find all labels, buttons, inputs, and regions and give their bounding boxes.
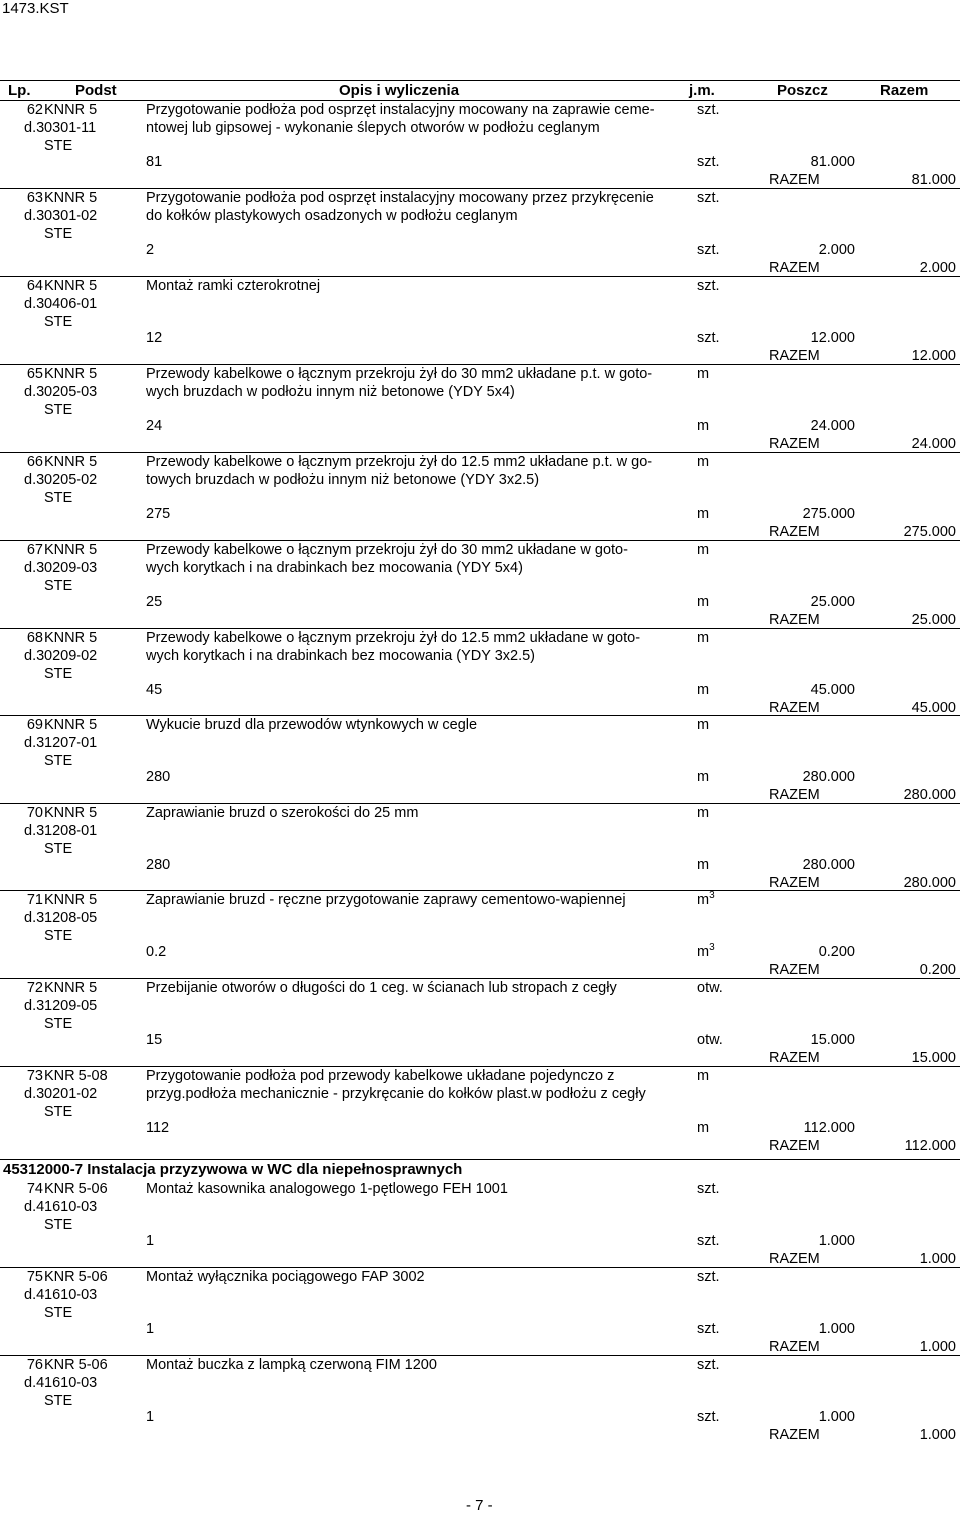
table-row	[0, 1179, 960, 1267]
entry-unit	[697, 1067, 709, 1085]
entry-catalog: KNNR 5	[44, 542, 98, 558]
entry-poszcz-value: 275.000	[802, 506, 855, 522]
table-row	[0, 803, 960, 891]
entry-position: 0201-02	[44, 1086, 98, 1102]
entry-number: 72	[26, 980, 43, 996]
quantity-unit-text: szt.	[697, 242, 720, 258]
entry-poszcz-value: 112.000	[803, 1120, 855, 1136]
entry-d-number: d.3	[24, 208, 45, 224]
entry-poszcz-value: 280.000	[802, 857, 855, 873]
entry-catalog: KNR 5-06	[44, 1357, 108, 1373]
entry-number: 75	[26, 1269, 43, 1285]
entry-d-number: d.3	[24, 384, 45, 400]
entry-description-line1: Przygotowanie podłoża pod przewody kabelkowe układane pojedynczo z	[146, 1068, 615, 1084]
unit-text: m	[697, 542, 710, 558]
razem-label: RAZEM	[769, 612, 820, 628]
entry-position: 0205-03	[44, 384, 98, 400]
entry-position: 1610-03	[44, 1287, 98, 1303]
entry-catalog: KNR 5-06	[44, 1181, 108, 1197]
entry-d-number: d.3	[24, 1086, 45, 1102]
razem-value: 45.000	[911, 700, 956, 716]
entry-quantity: 1	[146, 1321, 155, 1337]
razem-value: 25.000	[911, 612, 956, 628]
quantity-unit-text: m	[697, 594, 710, 610]
entry-unit	[697, 804, 709, 822]
razem-label: RAZEM	[769, 700, 820, 716]
entry-d-number: d.4	[24, 1287, 45, 1303]
entry-quantity: 15	[146, 1032, 163, 1048]
entry-d-number: d.3	[24, 735, 45, 751]
entry-ste: STE	[44, 314, 73, 330]
entry-quantity-unit	[697, 1320, 720, 1338]
entry-number: 62	[26, 102, 43, 118]
unit-text: szt.	[697, 1269, 720, 1285]
entry-poszcz-value: 24.000	[810, 418, 855, 434]
razem-label: RAZEM	[769, 787, 820, 803]
entry-poszcz-value: 81.000	[810, 154, 855, 170]
razem-value: 1.000	[919, 1251, 956, 1267]
razem-value: 1.000	[919, 1339, 956, 1355]
entry-quantity: 280	[146, 857, 171, 873]
entry-position: 1610-03	[44, 1375, 98, 1391]
entry-poszcz-value: 0.200	[818, 944, 855, 960]
razem-value: 280.000	[903, 875, 956, 891]
entry-unit	[697, 541, 709, 559]
entry-catalog: KNR 5-08	[44, 1068, 108, 1084]
entry-ste: STE	[44, 841, 73, 857]
entry-quantity-unit	[697, 681, 709, 699]
table-row	[0, 364, 960, 452]
table-row	[0, 978, 960, 1066]
row-separator	[0, 1267, 960, 1268]
entry-catalog: KNNR 5	[44, 454, 98, 470]
razem-value: 112.000	[904, 1138, 956, 1154]
razem-value: 2.000	[919, 260, 956, 276]
entry-unit	[697, 716, 709, 734]
entry-number: 67	[26, 542, 43, 558]
entry-poszcz-value: 1.000	[818, 1233, 855, 1249]
table-row	[0, 276, 960, 364]
entry-position: 1207-01	[44, 735, 98, 751]
entry-ste: STE	[44, 1305, 73, 1321]
entry-ste: STE	[44, 1016, 73, 1032]
entry-position: 0209-03	[44, 560, 98, 576]
entry-description-line1: Montaż wyłącznika pociągowego FAP 3002	[146, 1269, 425, 1285]
entry-description-line1: Wykucie bruzd dla przewodów wtynkowych w cegle	[146, 717, 478, 733]
entry-quantity-unit	[697, 768, 709, 786]
entry-position: 1610-03	[44, 1199, 98, 1215]
entry-quantity: 12	[146, 330, 163, 346]
unit-text: szt.	[697, 190, 720, 206]
entry-ste: STE	[44, 578, 73, 594]
entry-unit	[697, 1356, 720, 1374]
entry-quantity: 24	[146, 418, 163, 434]
quantity-unit-text: szt.	[697, 1409, 720, 1425]
row-separator	[0, 276, 960, 277]
table-row	[0, 890, 960, 978]
entry-poszcz-value: 2.000	[818, 242, 855, 258]
entry-number: 63	[26, 190, 43, 206]
entry-description-line2: do kołków plastykowych osadzonych w podłożu ceglanym	[146, 208, 518, 224]
table-row	[0, 188, 960, 276]
entry-quantity: 45	[146, 682, 163, 698]
razem-value: 15.000	[911, 1050, 956, 1066]
entry-ste: STE	[44, 753, 73, 769]
entry-description-line1: Przygotowanie podłoża pod osprzęt instalacyjny mocowany na zaprawie ceme-	[146, 102, 655, 118]
entry-catalog: KNNR 5	[44, 630, 98, 646]
entry-d-number: d.3	[24, 998, 45, 1014]
entry-d-number: d.3	[24, 560, 45, 576]
unit-text: szt.	[697, 1357, 720, 1373]
entry-poszcz-value: 1.000	[818, 1321, 855, 1337]
quantity-unit-superscript: 3	[709, 942, 715, 954]
entry-position: 1208-05	[44, 910, 98, 926]
entry-quantity-unit	[697, 1031, 723, 1049]
quantity-unit-text: m	[697, 857, 710, 873]
entry-number: 65	[26, 366, 43, 382]
entry-quantity-unit	[697, 1119, 709, 1137]
razem-value: 280.000	[903, 787, 956, 803]
entry-unit	[697, 277, 720, 295]
document-id: 1473.KST	[2, 0, 69, 17]
table-row	[0, 452, 960, 540]
header-opis: Opis i wyliczenia	[339, 82, 460, 99]
entry-quantity: 1	[146, 1409, 155, 1425]
entry-ste: STE	[44, 1104, 73, 1120]
entry-poszcz-value: 45.000	[810, 682, 855, 698]
quantity-unit-text: m	[697, 944, 710, 960]
razem-value: 12.000	[911, 348, 956, 364]
entry-description-line2: przyg.podłoża mechanicznie - przykręcanie do kołków plast.w podłożu z cegły	[146, 1086, 646, 1102]
entry-ste: STE	[44, 490, 73, 506]
entry-unit	[697, 629, 709, 647]
entry-quantity-unit	[697, 329, 720, 347]
entry-ste: STE	[44, 138, 73, 154]
entry-catalog: KNNR 5	[44, 278, 98, 294]
table-row	[0, 1267, 960, 1355]
entry-poszcz-value: 280.000	[802, 769, 855, 785]
entry-unit	[697, 101, 720, 119]
section-rule	[0, 1159, 960, 1160]
razem-label: RAZEM	[769, 1138, 820, 1154]
razem-label: RAZEM	[769, 260, 820, 276]
entry-catalog: KNNR 5	[44, 892, 98, 908]
entry-quantity: 25	[146, 594, 163, 610]
entry-number: 69	[26, 717, 43, 733]
unit-text: m	[697, 366, 710, 382]
entry-number: 76	[26, 1357, 43, 1373]
header-poszcz: Poszcz	[777, 82, 828, 99]
entry-catalog: KNNR 5	[44, 717, 98, 733]
razem-value: 81.000	[911, 172, 956, 188]
entry-quantity: 0.2	[146, 944, 167, 960]
razem-label: RAZEM	[769, 1339, 820, 1355]
razem-label: RAZEM	[769, 1050, 820, 1066]
entry-description-line2: wych korytkach i na drabinkach bez mocowania (YDY 5x4)	[146, 560, 523, 576]
entry-quantity-unit	[697, 153, 720, 171]
entry-d-number: d.3	[24, 120, 45, 136]
entry-unit	[697, 1268, 720, 1286]
entry-position: 1209-05	[44, 998, 98, 1014]
unit-superscript: 3	[709, 890, 715, 902]
unit-text: m	[697, 717, 710, 733]
entry-number: 71	[26, 892, 43, 908]
razem-label: RAZEM	[769, 962, 820, 978]
unit-text: m	[697, 1068, 710, 1084]
unit-text: m	[697, 892, 710, 908]
entry-d-number: d.4	[24, 1199, 45, 1215]
entry-quantity: 275	[146, 506, 171, 522]
entry-position: 0301-11	[44, 120, 97, 136]
row-separator	[0, 1355, 960, 1356]
entry-number: 66	[26, 454, 43, 470]
entry-description-line1: Przewody kabelkowe o łącznym przekroju żył do 30 mm2 układane p.t. w goto-	[146, 366, 653, 382]
entry-quantity-unit	[697, 241, 720, 259]
quantity-unit-text: m	[697, 769, 710, 785]
header-razem: Razem	[880, 82, 929, 99]
entry-quantity-unit	[697, 417, 709, 435]
entry-quantity-unit	[697, 856, 709, 874]
entry-quantity: 112	[146, 1120, 170, 1136]
entry-ste: STE	[44, 666, 73, 682]
table-row	[0, 1355, 960, 1443]
unit-text: szt.	[697, 1181, 720, 1197]
entry-quantity-unit	[697, 1232, 720, 1250]
entry-catalog: KNR 5-06	[44, 1269, 108, 1285]
row-separator	[0, 715, 960, 716]
entry-ste: STE	[44, 402, 73, 418]
entry-description-line2: ntowej lub gipsowej - wykonanie ślepych otworów w podłożu ceglanym	[146, 120, 600, 136]
table-row	[0, 100, 960, 188]
entry-ste: STE	[44, 1393, 73, 1409]
table-row	[0, 715, 960, 803]
entry-catalog: KNNR 5	[44, 805, 98, 821]
entry-unit	[697, 365, 709, 383]
entry-description-line1: Zaprawianie bruzd - ręczne przygotowanie zaprawy cementowo-wapiennej	[146, 892, 626, 908]
entry-quantity: 1	[146, 1233, 155, 1249]
entry-ste: STE	[44, 226, 73, 242]
unit-text: otw.	[697, 980, 723, 996]
entry-unit	[697, 453, 709, 471]
quantity-unit-text: szt.	[697, 1321, 720, 1337]
entry-quantity: 2	[146, 242, 155, 258]
entry-poszcz-value: 1.000	[818, 1409, 855, 1425]
entry-d-number: d.3	[24, 648, 45, 664]
razem-label: RAZEM	[769, 172, 820, 188]
entry-number: 73	[26, 1068, 43, 1084]
quantity-unit-text: m	[697, 682, 710, 698]
header-top-rule	[0, 80, 960, 81]
entry-description-line1: Montaż ramki czterokrotnej	[146, 278, 321, 294]
razem-label: RAZEM	[769, 1251, 820, 1267]
table-row	[0, 540, 960, 628]
entry-quantity: 81	[146, 154, 163, 170]
entry-d-number: d.4	[24, 1375, 45, 1391]
entry-quantity-unit	[697, 943, 715, 961]
razem-value: 1.000	[919, 1427, 956, 1443]
entry-description-line1: Przewody kabelkowe o łącznym przekroju żył do 30 mm2 układane w goto-	[146, 542, 628, 558]
entry-description-line1: Montaż buczka z lampką czerwoną FIM 1200	[146, 1357, 437, 1373]
entry-unit	[697, 1180, 720, 1198]
quantity-unit-text: szt.	[697, 1233, 720, 1249]
header-lp: Lp.	[8, 82, 31, 99]
entry-description-line1: Przebijanie otworów o długości do 1 ceg. w ścianach lub stropach z cegły	[146, 980, 617, 996]
entry-number: 70	[26, 805, 43, 821]
table-row	[0, 1066, 960, 1154]
section-title: 45312000-7 Instalacja przyzywowa w WC dla niepełnosprawnych	[3, 1161, 463, 1178]
entry-ste: STE	[44, 1217, 73, 1233]
entry-catalog: KNNR 5	[44, 102, 98, 118]
entry-d-number: d.3	[24, 472, 45, 488]
entry-d-number: d.3	[24, 910, 45, 926]
entry-poszcz-value: 12.000	[810, 330, 855, 346]
entry-d-number: d.3	[24, 823, 45, 839]
quantity-unit-text: szt.	[697, 154, 720, 170]
razem-label: RAZEM	[769, 348, 820, 364]
entry-unit	[697, 979, 723, 997]
entry-unit	[697, 189, 720, 207]
entry-d-number: d.3	[24, 296, 45, 312]
quantity-unit-text: szt.	[697, 330, 720, 346]
razem-label: RAZEM	[769, 1427, 820, 1443]
header-podst: Podst	[75, 82, 117, 99]
quantity-unit-text: m	[697, 1120, 710, 1136]
unit-text: szt.	[697, 278, 720, 294]
entry-poszcz-value: 15.000	[810, 1032, 855, 1048]
entry-catalog: KNNR 5	[44, 190, 98, 206]
entry-quantity-unit	[697, 593, 709, 611]
unit-text: m	[697, 805, 710, 821]
entry-position: 0209-02	[44, 648, 98, 664]
entry-description-line2: towych bruzdach w podłożu innym niż betonowe (YDY 3x2.5)	[146, 472, 540, 488]
entry-position: 0205-02	[44, 472, 98, 488]
table-row	[0, 628, 960, 716]
entry-position: 0301-02	[44, 208, 98, 224]
entry-catalog: KNNR 5	[44, 980, 98, 996]
unit-text: szt.	[697, 102, 720, 118]
unit-text: m	[697, 454, 710, 470]
entry-number: 74	[26, 1181, 43, 1197]
entry-description-line2: wych bruzdach w podłożu innym niż betonowe (YDY 5x4)	[146, 384, 515, 400]
entry-number: 64	[26, 278, 43, 294]
quantity-unit-text: otw.	[697, 1032, 723, 1048]
entry-description-line1: Montaż kasownika analogowego 1-pętlowego FEH 1001	[146, 1181, 508, 1197]
entry-quantity-unit	[697, 505, 709, 523]
entry-catalog: KNNR 5	[44, 366, 98, 382]
page-number: - 7 -	[466, 1497, 493, 1514]
razem-label: RAZEM	[769, 436, 820, 452]
table-header	[0, 82, 960, 101]
entry-position: 0406-01	[44, 296, 98, 312]
entry-description-line1: Przewody kabelkowe o łącznym przekroju żył do 12.5 mm2 układane p.t. w go-	[146, 454, 653, 470]
unit-text: m	[697, 630, 710, 646]
entry-position: 1208-01	[44, 823, 98, 839]
razem-value: 24.000	[911, 436, 956, 452]
entry-poszcz-value: 25.000	[810, 594, 855, 610]
quantity-unit-text: m	[697, 506, 710, 522]
entry-quantity: 280	[146, 769, 171, 785]
entry-ste: STE	[44, 928, 73, 944]
header-jm: j.m.	[689, 82, 715, 99]
entry-unit	[697, 891, 715, 909]
entry-description-line2: wych korytkach i na drabinkach bez mocowania (YDY 3x2.5)	[146, 648, 536, 664]
entry-quantity-unit	[697, 1408, 720, 1426]
razem-label: RAZEM	[769, 875, 820, 891]
entry-number: 68	[26, 630, 43, 646]
razem-value: 275.000	[903, 524, 956, 540]
row-separator	[0, 803, 960, 804]
entry-description-line1: Przewody kabelkowe o łącznym przekroju żył do 12.5 mm2 układane w goto-	[146, 630, 641, 646]
entry-description-line1: Przygotowanie podłoża pod osprzęt instalacyjny mocowany przez przykręcenie	[146, 190, 654, 206]
quantity-unit-text: m	[697, 418, 710, 434]
razem-value: 0.200	[919, 962, 956, 978]
entry-description-line1: Zaprawianie bruzd o szerokości do 25 mm	[146, 805, 419, 821]
razem-label: RAZEM	[769, 524, 820, 540]
